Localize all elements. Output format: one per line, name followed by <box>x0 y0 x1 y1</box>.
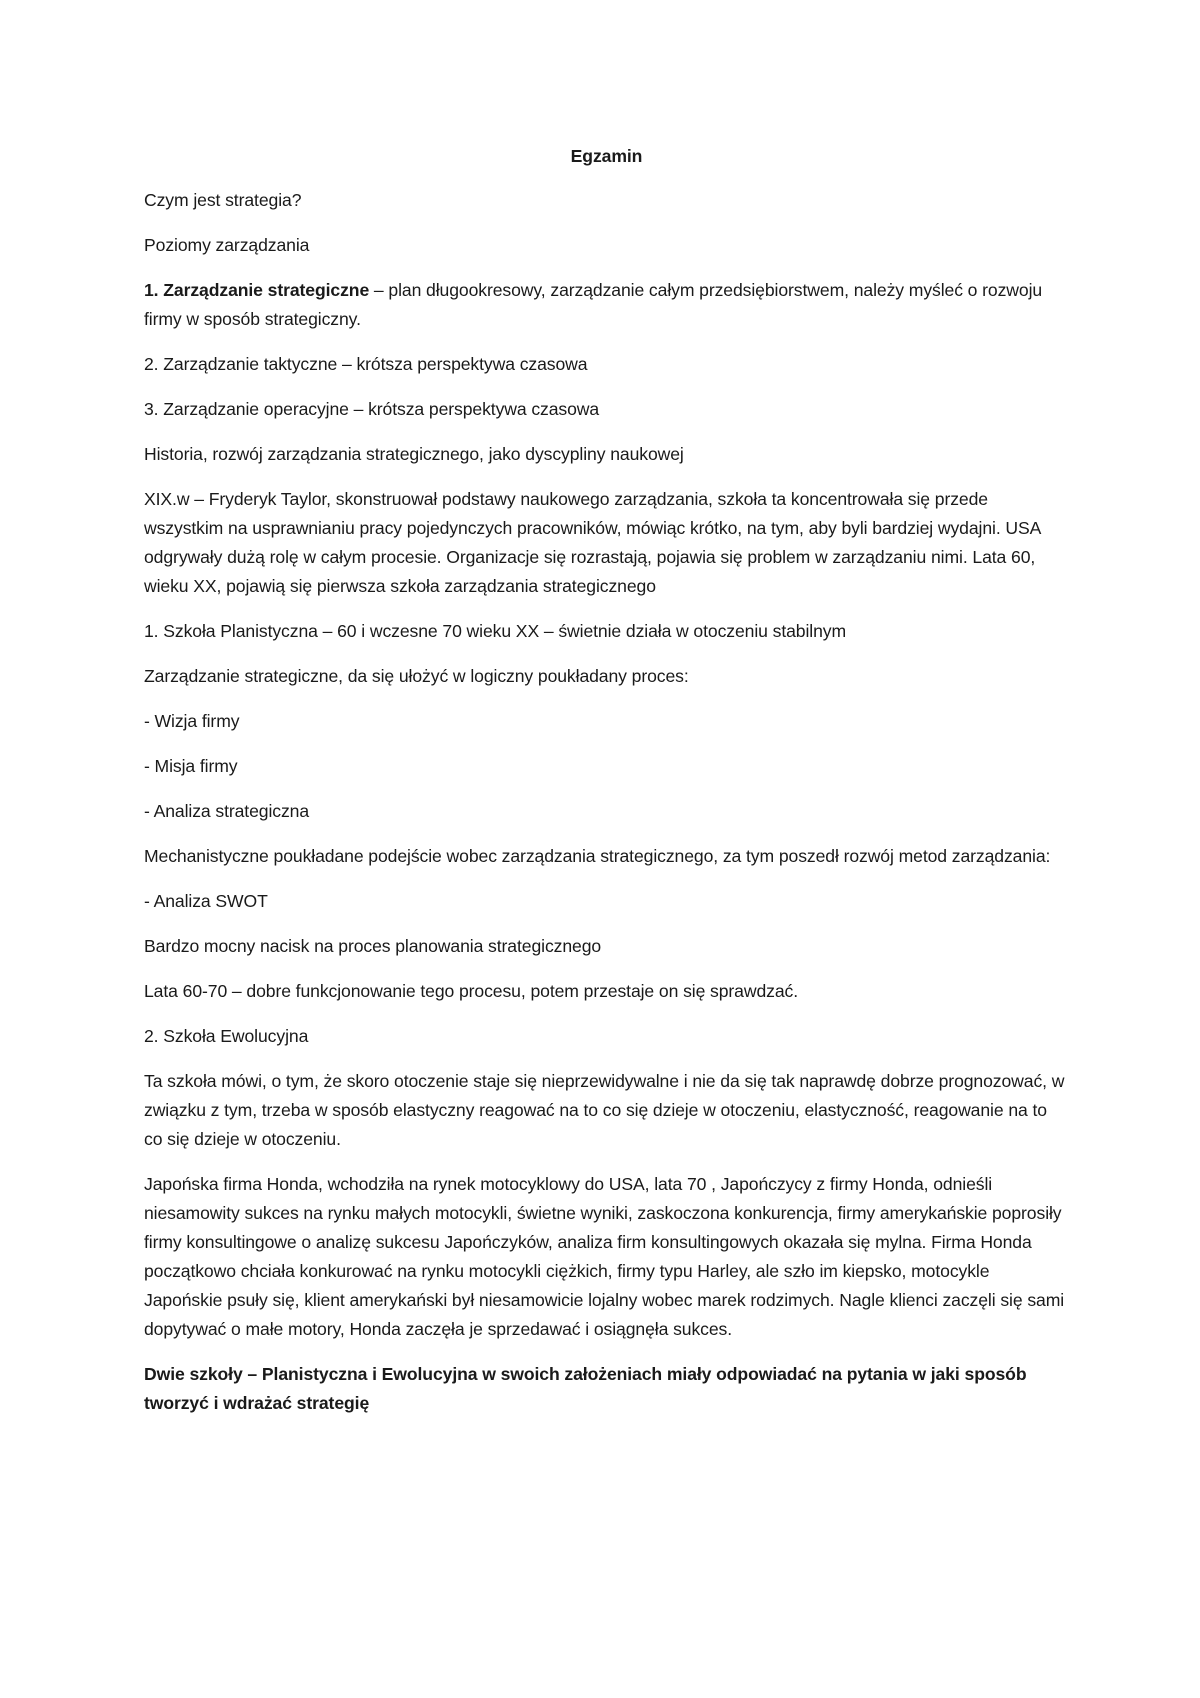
history-heading: Historia, rozwój zarządzania strategicznego, jako dyscypliny naukowej <box>144 444 684 464</box>
document-page <box>144 142 1069 1434</box>
evolutionary-school-heading: 2. Szkoła Ewolucyjna <box>144 1026 309 1046</box>
list-item-mission: - Misja firmy <box>144 756 238 776</box>
tactical-management-paragraph: 2. Zarządzanie taktyczne – krótsza perspektywa czasowa <box>144 354 588 374</box>
management-levels-heading: Poziomy zarządzania <box>144 235 310 255</box>
operational-management-paragraph: 3. Zarządzanie operacyjne – krótsza perspektywa czasowa <box>144 399 600 419</box>
honda-paragraph: Japońska firma Honda, wchodziła na rynek motocyklowy do USA, lata 70 , Japończycy z firmy Honda, odnieśli niesamowity sukces na rynku małych motocykli, świetne wyniki, zaskoczona konkurencja, firmy amerykańskie poprosiły firmy konsultingowe o analizę sukcesu Japończyków, analiza firm konsultingowych okazała się mylna. Firma Honda początkowo chciała konkurować na rynku motocykli ciężkich, firmy typu Harley, ale szło im kiepsko, motocykle Japońskie psuły się, klient amerykański był niesamowicie lojalny wobec marek rodzimych. Nagle klienci zaczęli się sami dopytywać o małe motory, Honda zaczęła je sprzedawać i osiągnęła sukces. <box>144 1174 1065 1339</box>
list-item-swot: - Analiza SWOT <box>144 891 268 911</box>
evolutionary-paragraph: Ta szkoła mówi, o tym, że skoro otoczenie staje się nieprzewidywalne i nie da się tak naprawdę dobrze prognozować, w związku z tym, trzeba w sposób elastyczny reagować na to co się dzieje w otoczeniu, elastyczność, reagowanie na to co się dzieje w otoczeniu. <box>144 1071 1065 1149</box>
two-schools-paragraph: Dwie szkoły – Planistyczna i Ewolucyjna w swoich założeniach miały odpowiadać na pytania w jaki sposób tworzyć i wdrażać strategię <box>144 1364 1027 1413</box>
list-item-analysis: - Analiza strategiczna <box>144 801 310 821</box>
strategic-management-label: 1. Zarządzanie strategiczne <box>144 280 370 300</box>
years-paragraph: Lata 60-70 – dobre funkcjonowanie tego procesu, potem przestaje on się sprawdzać. <box>144 981 799 1001</box>
strategic-management-paragraph <box>144 276 1069 334</box>
list-item-vision: - Wizja firmy <box>144 711 240 731</box>
planning-emphasis-paragraph: Bardzo mocny nacisk na proces planowania strategicznego <box>144 936 602 956</box>
process-paragraph: Zarządzanie strategiczne, da się ułożyć w logiczny poukładany proces: <box>144 666 689 686</box>
strategic-management-text: – plan długookresowy, zarządzanie całym przedsiębiorstwem, należy myśleć o rozwoju firmy w sposób strategiczny. <box>144 280 1043 329</box>
mechanistic-paragraph: Mechanistyczne poukładane podejście wobec zarządzania strategicznego, za tym poszedł rozwój metod zarządzania: <box>144 846 1051 866</box>
planning-school-paragraph: 1. Szkoła Planistyczna – 60 i wczesne 70 wieku XX – świetnie działa w otoczeniu stabilnym <box>144 621 847 641</box>
taylor-paragraph: XIX.w – Fryderyk Taylor, skonstruował podstawy naukowego zarządzania, szkoła ta koncentrowała się przede wszystkim na usprawnianiu pracy pojedynczych pracowników, mówiąc krótko, na tym, aby byli bardziej wydajni. USA odgrywały dużą rolę w całym procesie. Organizacje się rozrastają, pojawia się problem w zarządzaniu nimi. Lata 60, wieku XX, pojawią się pierwsza szkoła zarządzania strategicznego <box>144 489 1041 596</box>
document-title: Egzamin <box>570 146 643 166</box>
question-paragraph: Czym jest strategia? <box>144 190 302 210</box>
